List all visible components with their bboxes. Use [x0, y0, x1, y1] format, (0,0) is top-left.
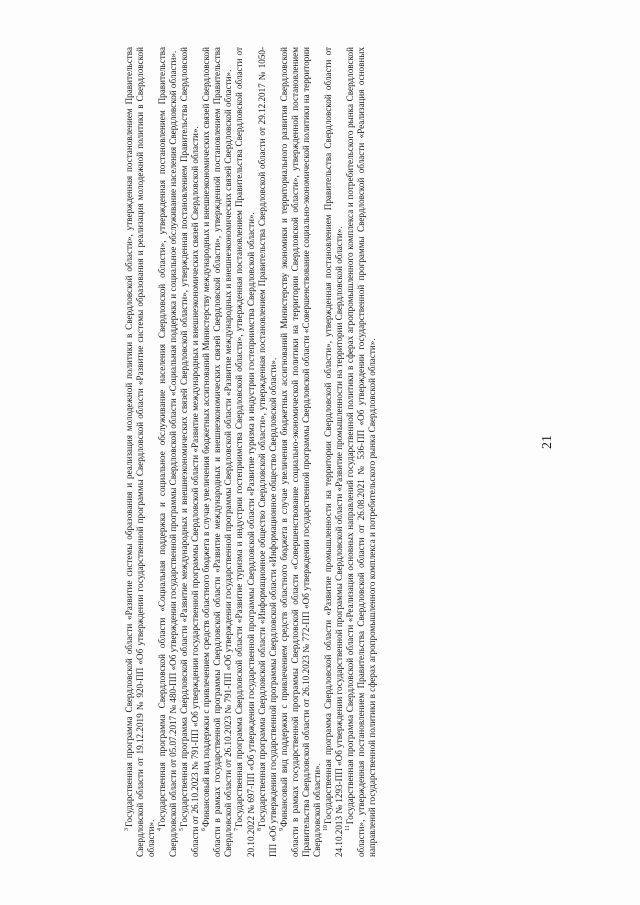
- footnote-text: Финансовый вид поддержки с привлечением средств областного бюджета в случае увеличения бюджетных ассигнований Министерству экономики и территориального развития Свердловской области в рамках государственной программы Свердловской области «Совершенствование социально-экономической политики на территории Свердловской области», утвержденной постановлением Правительства Свердловской области от 26.10.2023 № 772-ПП «Об утверждении государственной программы Свердловской области «Совершенствование социально-экономической политики на территории Свердловской области».: [278, 47, 322, 857]
- footnote: [257, 47, 279, 857]
- footnote-number: 5: [179, 828, 186, 831]
- footnote-text: Государственная программа Свердловской области «Развитие туризма и индустрии гостеприимства Свердловской области», утвержденная постановлением Правительства Свердловской области от 20.10.2022 № 697-ПП «Об утверждении государственной программы Свердловской области «Развитие туризма и индустрии гостеприимства Свердловской области».: [234, 47, 256, 857]
- footnote-number: 11: [344, 825, 351, 831]
- footnote-number: 9: [278, 828, 285, 831]
- footnote-number: 8: [256, 828, 263, 831]
- footnote-text: Государственная программа Свердловской области «Реализация основных направлений государственной политики в сферах агропромышленного комплекса и потребительского рынка Свердловской области», утвержденная постановлением Правительства Свердловской области от 26.08.2021 № 536-ПП «Об утверждении государственной программы Свердловской области «Реализация основных направлений государственной политики в сферах агропромышленного комплекса и потребительского рынка Свердловской области».: [344, 47, 378, 857]
- footnotes-block: [124, 47, 536, 857]
- footnote: [345, 47, 378, 857]
- footnote: [157, 47, 179, 857]
- footnote-text: Государственная программа Свердловской области «Социальная поддержка и социальное обслуживание населения Свердловской области», утвержденная постановлением Правительства Свердловской области от 05.07.2017 № 480-ПП «Об утверждении государственной программы Свердловской области «Социальная поддержка и социальное обслуживание населения Свердловской области».: [157, 47, 179, 857]
- footnote: [279, 47, 323, 857]
- footnote: [234, 47, 256, 857]
- footnote-number: 10: [322, 825, 329, 831]
- footnote-text: Финансовый вид поддержки с привлечением средств областного бюджета в случае увеличения бюджетных ассигнований Министерству международных и внешнеэкономических связей Свердловской области в рамках государственной программы Свердловской области «Развитие международных и внешнеэкономических связей Свердловской области», утвержденной постановлением Правительства Свердловской области от 26.10.2023 № 791-ПП «Об утверждении государственной программы Свердловской области «Развитие международных и внешнеэкономических связей Свердловской области».: [201, 47, 234, 857]
- footnote: [179, 47, 201, 857]
- footnote-text: Государственная программа Свердловской области «Развитие международных и внешнеэкономических связей Свердловской области», утвержденная постановлением Правительства Свердловской области от 26.10.2023 № 791-ПП «Об утверждении государственной программы Свердловской области «Развитие международных и внешнеэкономических связей Свердловской области».: [179, 47, 201, 857]
- footnote-text: Государственная программа Свердловской области «Информационное общество Свердловской области», утвержденная постановлением Правительства Свердловской области от 29.12.2017 № 1050-ПП «Об утверждении государственной программы Свердловской области «Информационное общество Свердловской области».: [256, 47, 278, 857]
- footnote: [201, 47, 234, 857]
- footnote: [323, 47, 345, 857]
- footnote-number: 3: [123, 828, 130, 831]
- footnote-text: Государственная программа Свердловской области «Развитие системы образования и реализация молодежной политики в Свердловской области», утвержденная постановлением Правительства Свердловской области от 19.12.2019 № 920-ПП «Об утверждении государственной программы Свердловской области «Развитие системы образования и реализация молодежной политики в Свердловской области».: [124, 47, 157, 857]
- footnote-number: 6: [201, 828, 208, 831]
- page-number: 21: [540, 435, 555, 449]
- footnote-number: 7: [234, 828, 241, 831]
- footnote: [124, 47, 157, 857]
- footnote-text: Государственная программа Свердловской области «Развитие промышленности на территории Свердловской области», утвержденная постановлением Правительства Свердловской области от 24.10.2013 № 1293-ПП «Об утверждении государственной программы Свердловской области «Развитие промышленности на территории Свердловской области».: [322, 47, 344, 857]
- footnote-number: 4: [157, 828, 164, 831]
